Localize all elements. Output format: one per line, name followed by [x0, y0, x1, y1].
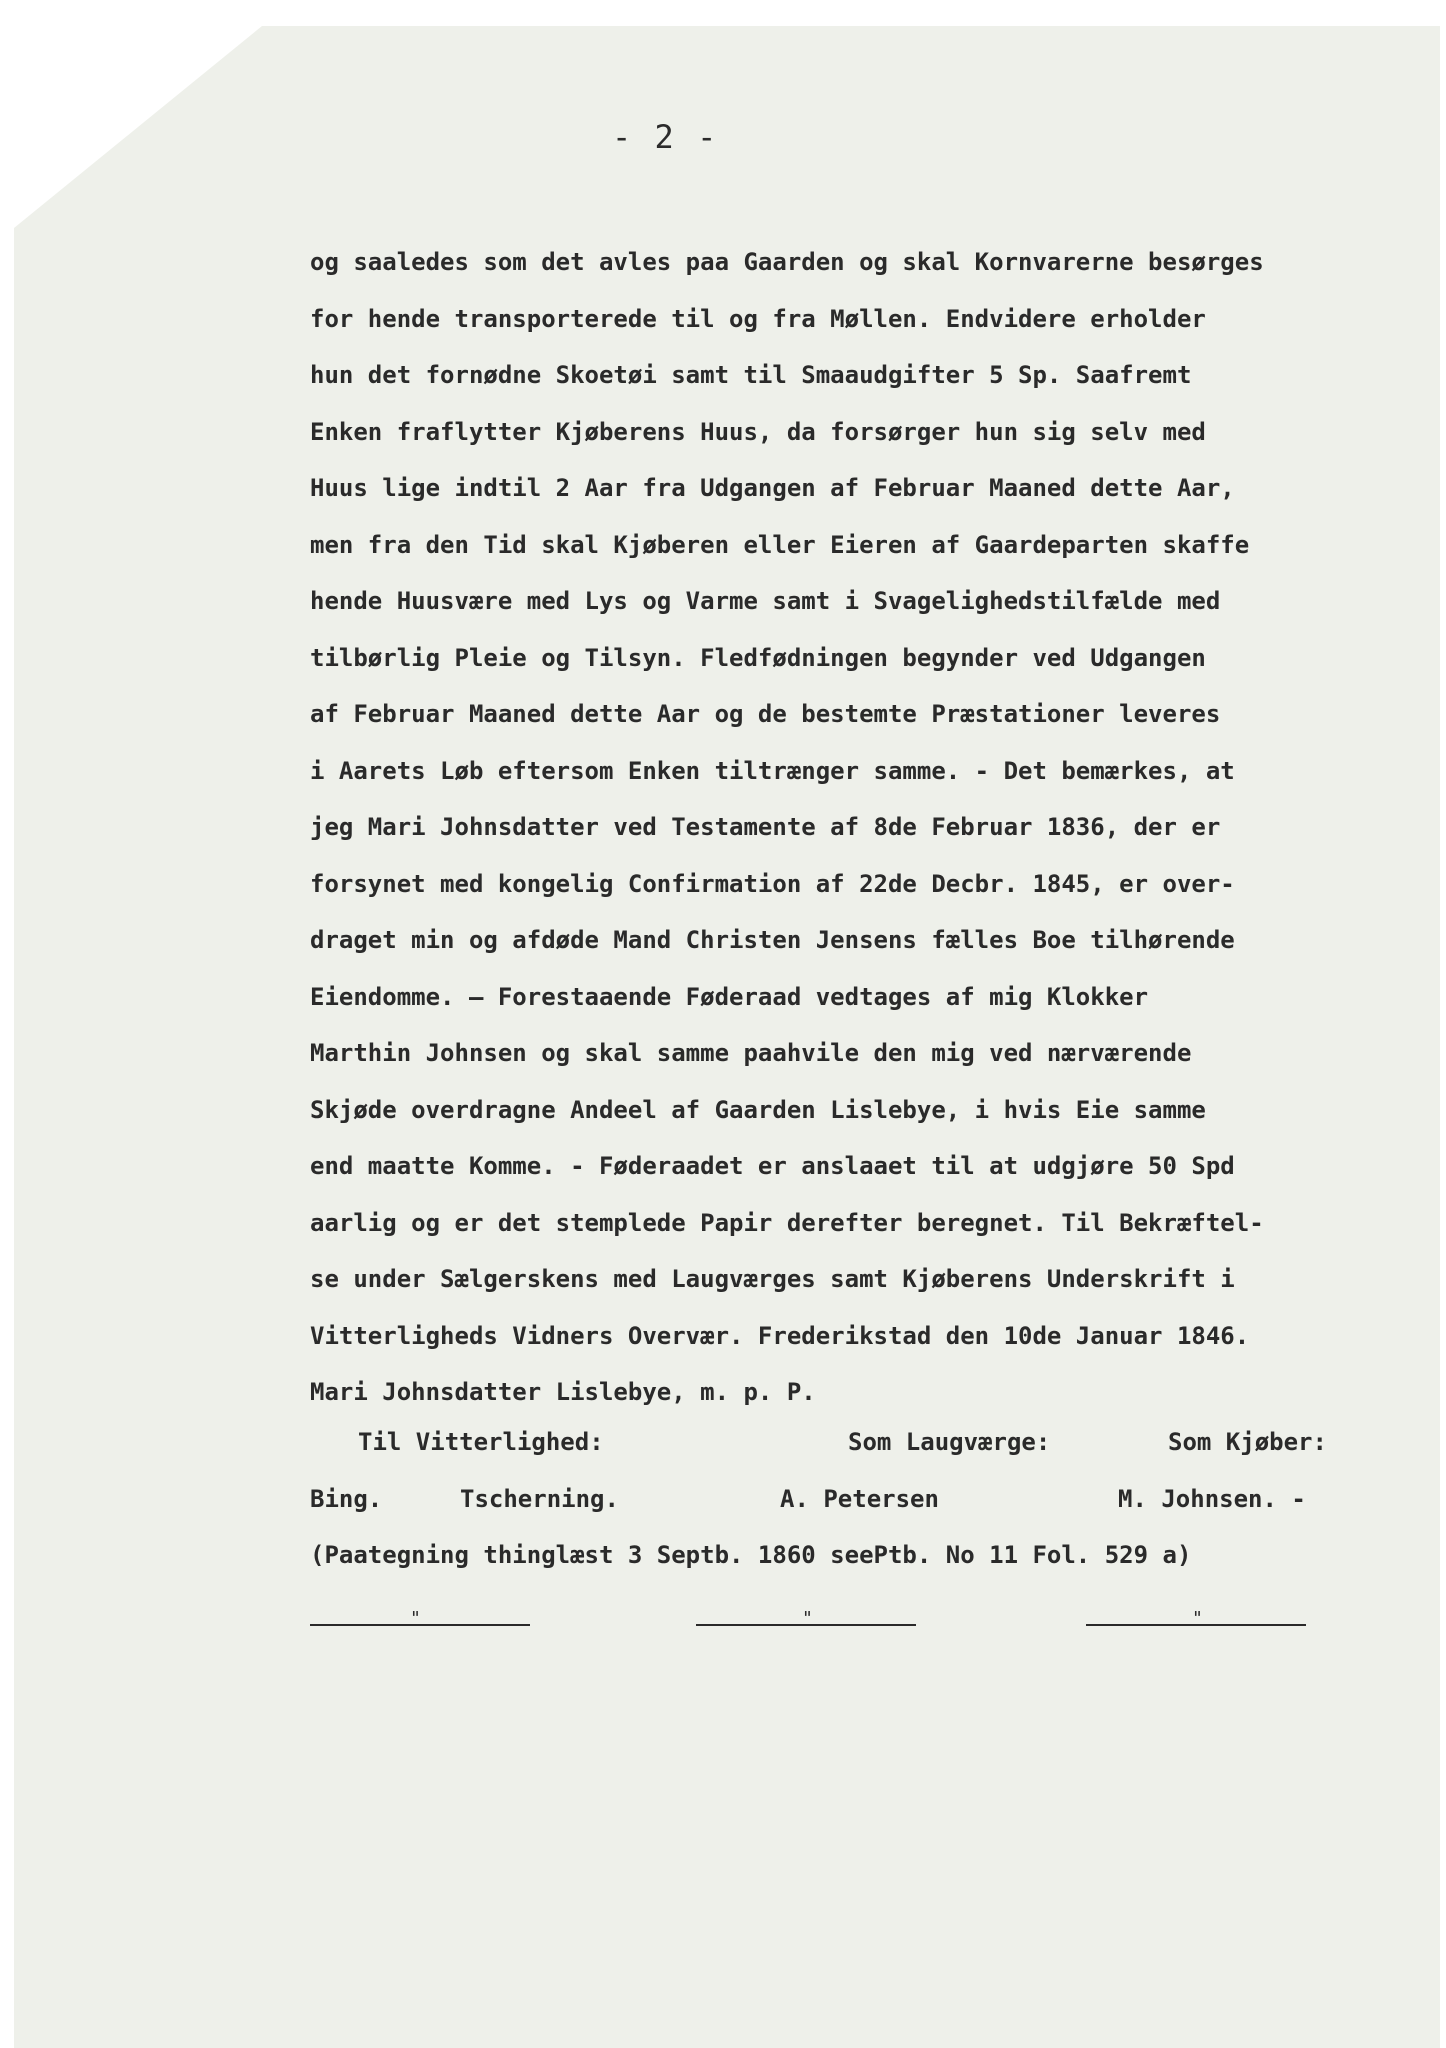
text-line: end maatte Komme. - Føderaadet er anslaaet til at udgjøre 50 Spd	[310, 1152, 1235, 1180]
text-line: Marthin Johnsen og skal samme paahvile den mig ved nærværende	[310, 1039, 1192, 1067]
text-line: men fra den Tid skal Kjøberen eller Eieren af Gaardeparten skaffe	[310, 530, 1250, 559]
page-number: - 2 -	[612, 118, 719, 156]
text-line: draget min og afdøde Mand Christen Jensens fælles Boe tilhørende	[310, 926, 1235, 954]
text-line: hun det fornødne Skoetøi samt til Smaaudgifter 5 Sp. Saafremt	[310, 361, 1192, 389]
text-line: Mari Johnsdatter Lislebye, m. p. P.	[310, 1378, 816, 1406]
guardian-name: A. Petersen	[780, 1485, 939, 1513]
buyer-label: Som Kjøber:	[1168, 1428, 1327, 1456]
text-line: tilbørlig Pleie og Tilsyn. Fledfødningen begynder ved Udgangen	[310, 643, 1206, 672]
text-line: i Aarets Løb eftersom Enken tiltrænger samme. - Det bemærkes, at	[310, 756, 1235, 785]
text-line: forsynet med kongelig Confirmation af 22de Decbr. 1845, er over-	[310, 869, 1235, 898]
document-body	[310, 234, 1436, 1421]
text-line: jeg Mari Johnsdatter ved Testamente af 8de Februar 1836, der er	[310, 813, 1221, 841]
text-line: aarlig og er det stemplede Papir derefter beregnet. Til Bekræftel-	[310, 1208, 1264, 1237]
text-line: af Februar Maaned dette Aar og de bestemte Præstationer leveres	[310, 700, 1221, 728]
buyer-name: M. Johnsen. -	[1118, 1485, 1306, 1513]
witness-1-name: Bing.	[310, 1485, 383, 1513]
text-line: Eiendomme. — Forestaaende Føderaad vedtages af mig Klokker	[310, 982, 1149, 1011]
ditto-mark: "	[802, 1608, 813, 1629]
ditto-mark: "	[1192, 1608, 1203, 1629]
text-line: Huus lige indtil 2 Aar fra Udgangen af Februar Maaned dette Aar,	[310, 474, 1235, 502]
endorsement-note: (Paategning thinglæst 3 Septb. 1860 seePtb. No 11 Fol. 529 a)	[310, 1541, 1192, 1569]
text-line: Skjøde overdragne Andeel af Gaarden Lislebye, i hvis Eie samme	[310, 1095, 1206, 1124]
witness-2-name: Tscherning.	[460, 1485, 619, 1513]
guardian-label: Som Laugværge:	[848, 1428, 1051, 1456]
text-line: for hende transporterede til og fra Møllen. Endvidere erholder	[310, 304, 1206, 333]
text-line: hende Huusvære med Lys og Varme samt i Svagelighedstilfælde med	[310, 587, 1221, 615]
text-line: Vitterligheds Vidners Overvær. Frederikstad den 10de Januar 1846.	[310, 1321, 1250, 1350]
text-line: se under Sælgerskens med Laugværges samt Kjøberens Underskrift i	[310, 1265, 1235, 1293]
ditto-mark: "	[410, 1608, 421, 1629]
text-line: Enken fraflytter Kjøberens Huus, da forsørger hun sig selv med	[310, 417, 1206, 446]
witness-label: Til Vitterlighed:	[358, 1428, 604, 1456]
text-line: og saaledes som det avles paa Gaarden og skal Kornvarerne besørges	[310, 248, 1264, 276]
